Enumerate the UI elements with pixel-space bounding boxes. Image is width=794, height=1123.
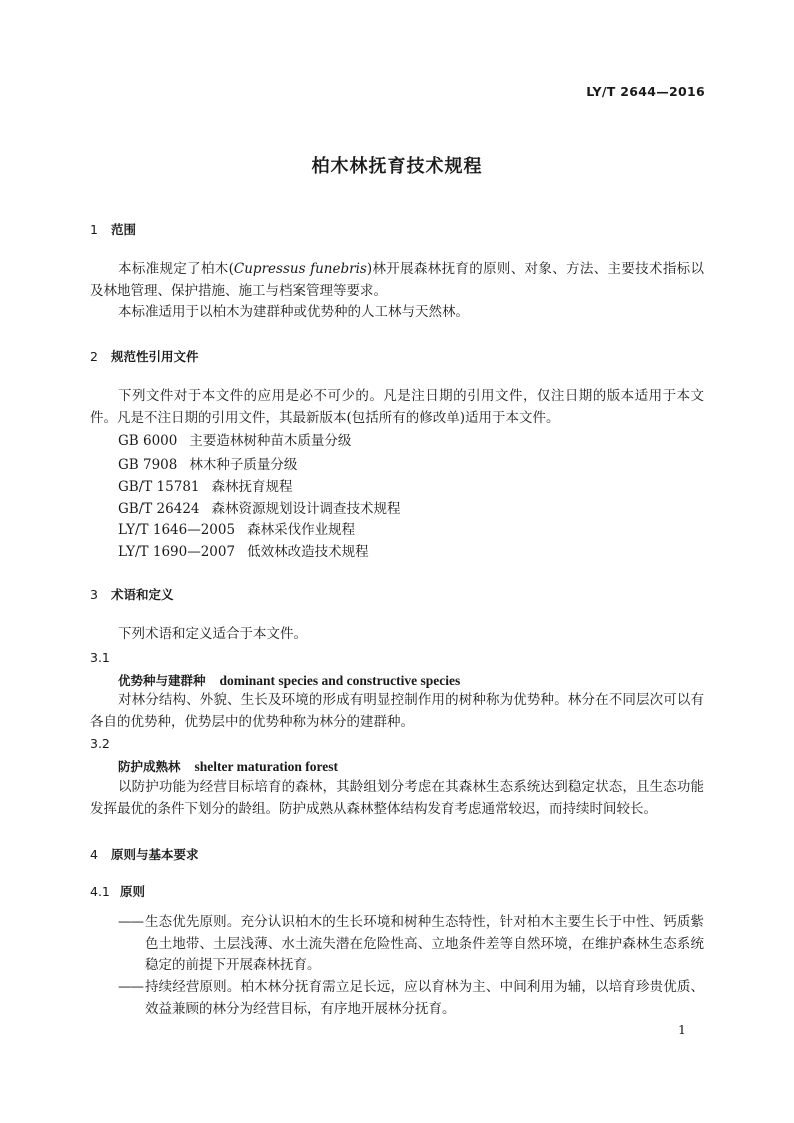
section-1-paragraph-1: 本标准规定了柏木(Cupressus funebris)林开展森林抚育的原则、对象、方法、主要技术指标以及林地管理、保护措施、施工与档案管理等要求。: [90, 261, 704, 299]
section-title: 术语和定义: [111, 587, 174, 602]
section-2-heading: [90, 347, 199, 365]
term-3-1-definition: 对林分结构、外貌、生长及环境的形成有明显控制作用的树种称为优势种。林分在不同层次可以有各自的优势种，优势层中的优势种称为林分的建群种。: [90, 692, 704, 730]
term-3-2-heading: [118, 757, 338, 775]
document-code: LY/T 2644—2016: [586, 84, 705, 99]
section-3-heading: [90, 585, 174, 603]
page-number: 1: [678, 1022, 686, 1037]
subsection-title: 原则: [120, 884, 146, 899]
section-1-heading: [90, 220, 136, 238]
reference-item: GB 6000 主要造林树种苗木质量分级: [118, 433, 352, 449]
term-zh: 防护成熟林: [118, 759, 181, 774]
section-title: 原则与基本要求: [111, 847, 199, 862]
section-number: 1: [90, 222, 98, 237]
reference-item: GB/T 26424 森林资源规划设计调查技术规程: [118, 501, 401, 517]
subsection-number: 4.1: [90, 884, 110, 899]
subsection-4-1-heading: [90, 882, 145, 900]
term-3-1-number: 3.1: [90, 650, 110, 665]
section-number: 2: [90, 349, 98, 364]
section-3-paragraph-1: 下列术语和定义适合于本文件。: [118, 626, 307, 642]
section-1-paragraph-2: 本标准适用于以柏木为建群种或优势种的人工林与天然林。: [118, 304, 469, 320]
principle-item: —— 持续经营原则。柏木林分抚育需立足长远，应以育林为主、中间利用为辅，以培育珍贵优质、效益兼顾的林分为经营目标，有序地开展林分抚育。: [118, 979, 704, 1017]
term-3-1-heading: [118, 671, 460, 689]
section-number: 3: [90, 587, 98, 602]
dash-mark: ——: [118, 979, 143, 995]
section-2-paragraph-1: 下列文件对于本文件的应用是必不可少的。凡是注日期的引用文件，仅注日期的版本适用于本文件。凡是不注日期的引用文件，其最新版本(包括所有的修改单)适用于本文件。: [90, 388, 704, 426]
reference-item: LY/T 1646—2005 森林采伐作业规程: [118, 522, 356, 538]
section-4-heading: [90, 845, 199, 863]
term-3-2-number: 3.2: [90, 736, 110, 751]
page-title: 柏木林抚育技术规程: [311, 156, 483, 177]
term-en: shelter maturation forest: [194, 759, 338, 774]
reference-item: GB/T 15781 森林抚育规程: [118, 479, 293, 495]
latin-species-name: Cupressus funebris: [233, 261, 367, 277]
dash-mark: ——: [118, 914, 143, 930]
term-en: dominant species and constructive species: [219, 673, 461, 688]
reference-item: GB 7908 林木种子质量分级: [118, 457, 298, 473]
term-zh: 优势种与建群种: [118, 673, 206, 688]
section-title: 规范性引用文件: [111, 349, 199, 364]
section-title: 范围: [111, 222, 137, 237]
reference-item: LY/T 1690—2007 低效林改造技术规程: [118, 544, 369, 560]
principle-item: —— 生态优先原则。充分认识柏木的生长环境和树种生态特性，针对柏木主要生长于中性、钙质紫色土地带、土层浅薄、水土流失潜在危险性高、立地条件差等自然环境，在维护森林生态系统稳定的前提下开展森林抚育。: [118, 914, 704, 973]
term-3-2-definition: 以防护功能为经营目标培育的森林，其龄组划分考虑在其森林生态系统达到稳定状态，且生态功能发挥最优的条件下划分的龄组。防护成熟从森林整体结构发育考虑通常较迟，而持续时间较长。: [90, 779, 704, 817]
section-number: 4: [90, 847, 98, 862]
